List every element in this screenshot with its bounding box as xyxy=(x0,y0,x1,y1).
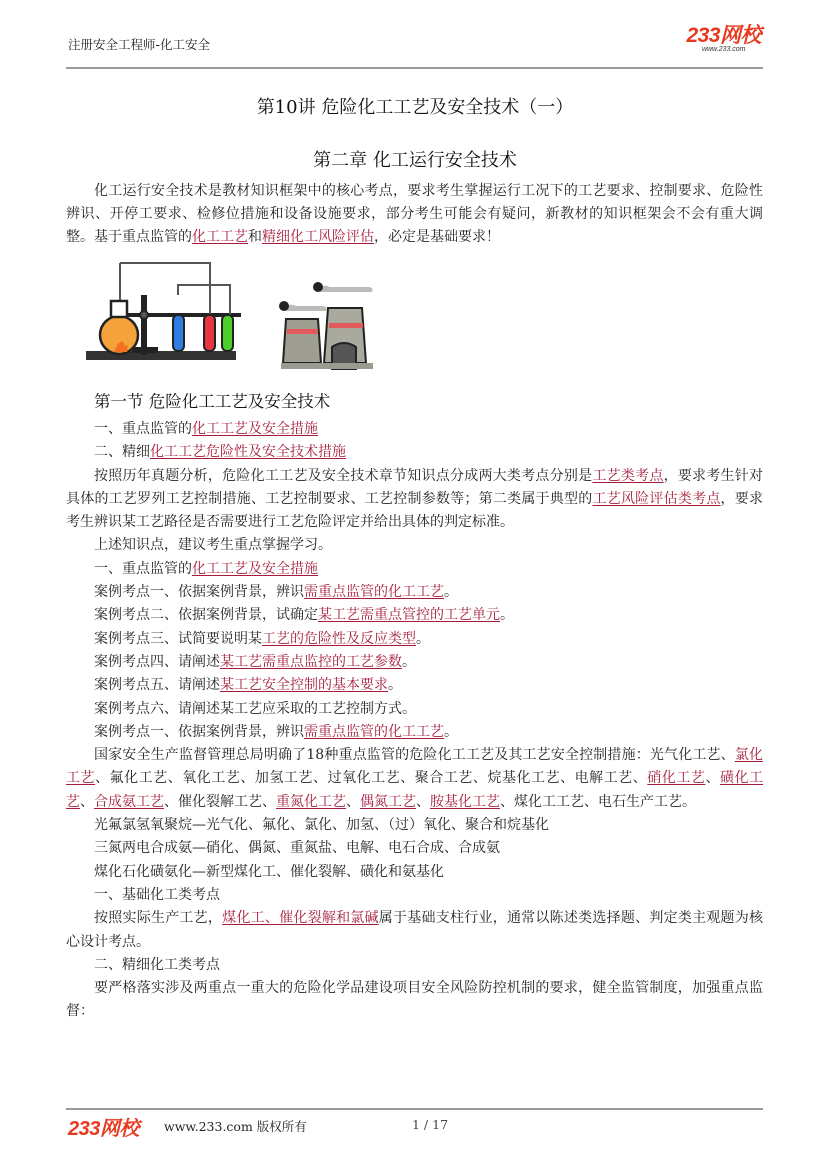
list-item xyxy=(66,558,763,581)
link-ammonia-synthesis[interactable]: 合成氨工艺 xyxy=(94,793,164,810)
header-title: 注册安全工程师-化工安全 xyxy=(68,37,211,52)
link-basic-industries[interactable]: 煤化工、催化裂解和氯碱 xyxy=(222,910,379,927)
chemistry-lab-icon xyxy=(86,255,416,375)
processes-text: 、 xyxy=(705,770,720,787)
factory-icon xyxy=(279,282,373,369)
link-sulfonation[interactable]: 磺化工艺 xyxy=(66,770,764,810)
case-link[interactable]: 某工艺安全控制的基本要求 xyxy=(220,677,388,694)
suggestion-text: 上述知识点，建议考生重点掌握学习。 xyxy=(94,537,332,554)
case-text: 。 xyxy=(416,630,430,647)
mnemonic-line: 光氟氯氢氧聚烷—光气化、氟化、氯化、加氢、（过）氧化、聚合和烷基化 xyxy=(94,817,549,834)
brand-logo xyxy=(686,26,761,54)
intro-text: ，必定是基础要求！ xyxy=(374,229,500,246)
case-link[interactable]: 需重点监管的化工工艺 xyxy=(304,584,444,601)
illustration xyxy=(86,255,416,375)
case-item xyxy=(66,604,763,627)
link-process-exam-points[interactable]: 工艺类考点 xyxy=(592,467,664,484)
processes-text: 、氟化工艺、氧化工艺、加氢工艺、过氧化工艺、聚合工艺、烷基化工艺、电解工艺、 xyxy=(95,770,648,787)
header-divider xyxy=(66,67,763,69)
case-text: 案例考点三、试简要说明某 xyxy=(94,630,262,647)
case-item xyxy=(66,698,763,721)
case-item xyxy=(66,674,763,697)
intro-text: 化工运行安全技术是教材知识框架中的核心考点，要求考生掌握运行工况下的工艺要求、控制要求、危险性辨识、开停工要求、检修位措施和设备设施要求，部分考生可能会有疑问，新教材的知识框架会不会有重大调整。基于重点监管的 xyxy=(66,183,763,246)
section-heading: 第一节 危险化工工艺及安全技术 xyxy=(94,392,331,411)
page-footer xyxy=(66,1112,763,1140)
case-text: 。 xyxy=(388,677,402,694)
link-diazotization[interactable]: 重氮化工艺 xyxy=(276,793,346,810)
intro-section xyxy=(66,180,763,250)
basic-paragraph xyxy=(66,907,763,954)
case-item xyxy=(66,721,763,744)
link-amination[interactable]: 胺基化工艺 xyxy=(430,793,500,810)
case-link[interactable]: 某工艺需重点监控的工艺参数 xyxy=(220,653,402,670)
link-process-safety-measures[interactable]: 化工工艺及安全措施 xyxy=(192,560,318,577)
lecture-title: 第10讲 危险化工工艺及安全技术（一） xyxy=(256,97,574,118)
link-chlorination[interactable]: 氯化工艺 xyxy=(66,747,763,787)
logo-url: www.233.com xyxy=(701,46,746,53)
logo-text: 233网校 xyxy=(686,24,761,47)
link-risk-assessment-points[interactable]: 工艺风险评估类考点 xyxy=(592,490,721,507)
item-text: 一、重点监管的 xyxy=(94,421,192,437)
case-link[interactable]: 某工艺需重点管控的工艺单元 xyxy=(318,607,500,624)
case-item xyxy=(66,581,763,604)
link-process-hazard-measures[interactable]: 化工工艺危险性及安全技术措施 xyxy=(150,444,346,461)
case-link[interactable]: 工艺的危险性及反应类型 xyxy=(262,630,416,647)
analysis-paragraph xyxy=(66,465,763,535)
footer-divider xyxy=(66,1108,763,1110)
case-item xyxy=(66,651,763,674)
case-text: 案例考点四、请阐述 xyxy=(94,653,220,670)
fine-paragraph: 要严格落实涉及两重点一重大的危险化学品建设项目安全风险防控机制的要求，健全监管制度，加强重点监督： xyxy=(66,980,763,1020)
processes-text: 、煤化工工艺、电石生产工艺。 xyxy=(500,793,696,810)
basic-text: 按照实际生产工艺， xyxy=(94,910,223,927)
processes-text: 、 xyxy=(416,793,430,810)
link-nitration[interactable]: 硝化工艺 xyxy=(647,770,706,787)
analysis-text: 按照历年真题分析，危险化工工艺及安全技术章节知识点分成两大类考点分别是 xyxy=(94,467,593,484)
processes-paragraph xyxy=(66,744,763,814)
fine-heading: 二、精细化工类考点 xyxy=(94,956,220,973)
footer-logo: 233网校 xyxy=(68,1118,139,1140)
intro-paragraph xyxy=(66,180,763,250)
analysis-text: ，要求考生针对具体的工艺罗列工艺控制措施、工艺控制要求、工艺控制参数等；第二类属于典型的 xyxy=(66,467,764,507)
case-text: 案例考点二、依据案例背景，试确定 xyxy=(94,607,318,624)
case-text: 。 xyxy=(500,607,514,624)
link-fine-chemical-risk[interactable]: 精细化工风险评估 xyxy=(262,229,374,246)
chapter-title: 第二章 化工运行安全技术 xyxy=(313,150,517,171)
case-text: 案例考点五、请阐述 xyxy=(94,677,220,694)
basic-heading: 一、基础化工类考点 xyxy=(94,886,220,903)
case-item xyxy=(66,628,763,651)
section-content xyxy=(66,418,763,1024)
processes-text: 、催化裂解工艺、 xyxy=(164,793,276,810)
footer-copyright: www.233.com 版权所有 xyxy=(164,1119,307,1134)
link-chemical-process[interactable]: 化工工艺 xyxy=(192,229,248,246)
analysis-text: ，要求考生辨识某工艺路径是否需要进行工艺危险评定并给出具体的判定标准。 xyxy=(66,490,764,531)
intro-text: 和 xyxy=(248,229,262,246)
mnemonic-line: 煤化石化磺氨化—新型煤化工、催化裂解、磺化和氨基化 xyxy=(94,863,444,880)
case-text: 。 xyxy=(402,653,416,670)
case-text: 。 xyxy=(444,723,458,740)
processes-text: 国家安全生产监督管理总局明确了18种重点监管的危险化工工艺及其工艺安全控制措施：光气化工艺、 xyxy=(94,747,735,764)
processes-text: 、 xyxy=(80,793,94,810)
page-number: 1 / 17 xyxy=(412,1117,449,1132)
mnemonic-line: 三氮两电合成氨—硝化、偶氮、重氮盐、电解、电石合成、合成氨 xyxy=(94,840,500,857)
item-text: 一、重点监管的 xyxy=(94,560,192,577)
item-text: 二、精细 xyxy=(94,444,150,461)
page-header xyxy=(66,26,763,62)
link-azo[interactable]: 偶氮工艺 xyxy=(360,793,416,810)
case-link[interactable]: 需重点监管的化工工艺 xyxy=(304,723,444,740)
case-text: 。 xyxy=(444,584,458,601)
basic-text: 属于基础支柱行业，通常以陈述类选择题、判定类主观题为核心设计考点。 xyxy=(66,910,764,950)
list-item xyxy=(66,441,763,464)
link-process-safety-measures[interactable]: 化工工艺及安全措施 xyxy=(192,421,318,437)
case-text: 案例考点一、依据案例背景，辨识 xyxy=(94,723,304,740)
list-item xyxy=(66,418,763,441)
case-text: 案例考点一、依据案例背景，辨识 xyxy=(94,584,304,601)
processes-text: 、 xyxy=(346,793,360,810)
case-text: 案例考点六、请阐述某工艺应采取的工艺控制方式。 xyxy=(94,700,416,717)
